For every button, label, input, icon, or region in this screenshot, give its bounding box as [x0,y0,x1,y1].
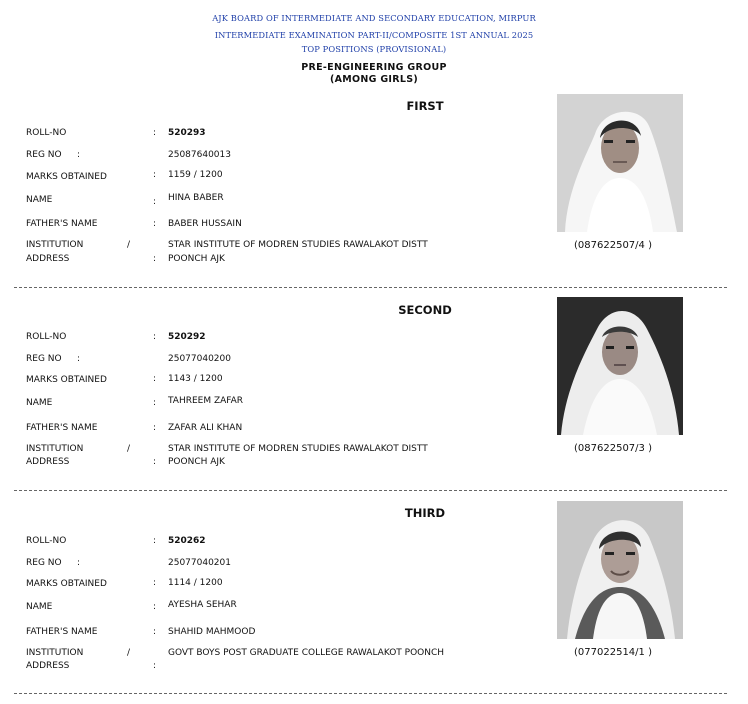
student-photo [557,501,683,639]
name-label: NAME [26,195,53,205]
exam-title: INTERMEDIATE EXAMINATION PART-II/COMPOSITE 1ST ANNUAL 2025 [214,30,534,40]
address-label: ADDRESS [26,254,70,264]
reg-no-value: 25087640013 [168,150,231,160]
slash: / [127,444,131,454]
section-divider [14,287,727,288]
colon: : [153,197,157,207]
colon: : [153,254,157,264]
colon: : [153,578,157,588]
father-name-label: FATHER'S NAME [26,219,98,229]
name-label: NAME [26,602,53,612]
father-name-label: FATHER'S NAME [26,423,98,433]
institution-value: GOVT BOYS POST GRADUATE COLLEGE RAWALAKOT POONCH [168,648,445,658]
colon: : [153,128,157,138]
roll-no-value: 520292 [168,332,206,342]
candidate-code: (087622507/3 ) [574,443,652,454]
position-title: THIRD [404,506,446,520]
marks-label: MARKS OBTAINED [26,579,107,589]
student-photo-icon [557,297,683,435]
address-value: POONCH AJK [168,254,225,264]
colon: : [153,332,157,342]
name-label: NAME [26,398,53,408]
roll-no-label: ROLL-NO [26,536,67,546]
group-subtitle: (AMONG GIRLS) [329,74,419,85]
slash: / [127,240,131,250]
father-name-label: FATHER'S NAME [26,627,98,637]
reg-no-label: REG NO [26,150,62,160]
father-name-value: SHAHID MAHMOOD [168,627,256,637]
colon: : [153,374,157,384]
colon: : [153,627,157,637]
colon: : [153,457,157,467]
institution-label: INSTITUTION [26,240,84,250]
colon: : [153,536,157,546]
student-photo [557,297,683,435]
roll-no-label: ROLL-NO [26,128,67,138]
reg-no-value: 25077040200 [168,354,231,364]
name-value: AYESHA SEHAR [168,600,237,610]
section-divider [14,693,727,694]
reg-no-value: 25077040201 [168,558,231,568]
roll-no-label: ROLL-NO [26,332,67,342]
colon: : [153,170,157,180]
colon: : [153,602,157,612]
candidate-code: (077022514/1 ) [574,647,652,658]
father-name-value: BABER HUSSAIN [168,219,242,229]
institution-label: INSTITUTION [26,648,84,658]
colon: : [153,423,157,433]
colon: : [153,398,157,408]
colon: : [77,150,81,160]
board-title: AJK BOARD OF INTERMEDIATE AND SECONDARY EDUCATION, MIRPUR [212,13,536,23]
marks-label: MARKS OBTAINED [26,375,107,385]
student-photo-icon [557,501,683,639]
result-type: TOP POSITIONS (PROVISIONAL) [301,44,447,54]
institution-value: STAR INSTITUTE OF MODREN STUDIES RAWALAKOT DISTT [168,444,428,454]
colon: : [153,661,157,671]
group-title: PRE-ENGINEERING GROUP [301,62,447,73]
section-divider [14,490,727,491]
position-title: FIRST [406,99,444,113]
colon: : [153,219,157,229]
name-value: HINA BABER [168,193,224,203]
marks-value: 1114 / 1200 [168,578,223,588]
address-label: ADDRESS [26,457,70,467]
reg-no-label: REG NO [26,354,62,364]
colon: : [77,354,81,364]
student-photo-icon [557,94,683,232]
address-value: POONCH AJK [168,457,225,467]
colon: : [77,558,81,568]
slash: / [127,648,131,658]
institution-value: STAR INSTITUTE OF MODREN STUDIES RAWALAKOT DISTT [168,240,428,250]
father-name-value: ZAFAR ALI KHAN [168,423,243,433]
student-photo [557,94,683,232]
candidate-code: (087622507/4 ) [574,240,652,251]
marks-value: 1159 / 1200 [168,170,223,180]
marks-value: 1143 / 1200 [168,374,223,384]
roll-no-value: 520262 [168,536,206,546]
position-title: SECOND [398,303,452,317]
marks-label: MARKS OBTAINED [26,172,107,182]
address-label: ADDRESS [26,661,70,671]
reg-no-label: REG NO [26,558,62,568]
roll-no-value: 520293 [168,128,206,138]
name-value: TAHREEM ZAFAR [168,396,244,406]
institution-label: INSTITUTION [26,444,84,454]
